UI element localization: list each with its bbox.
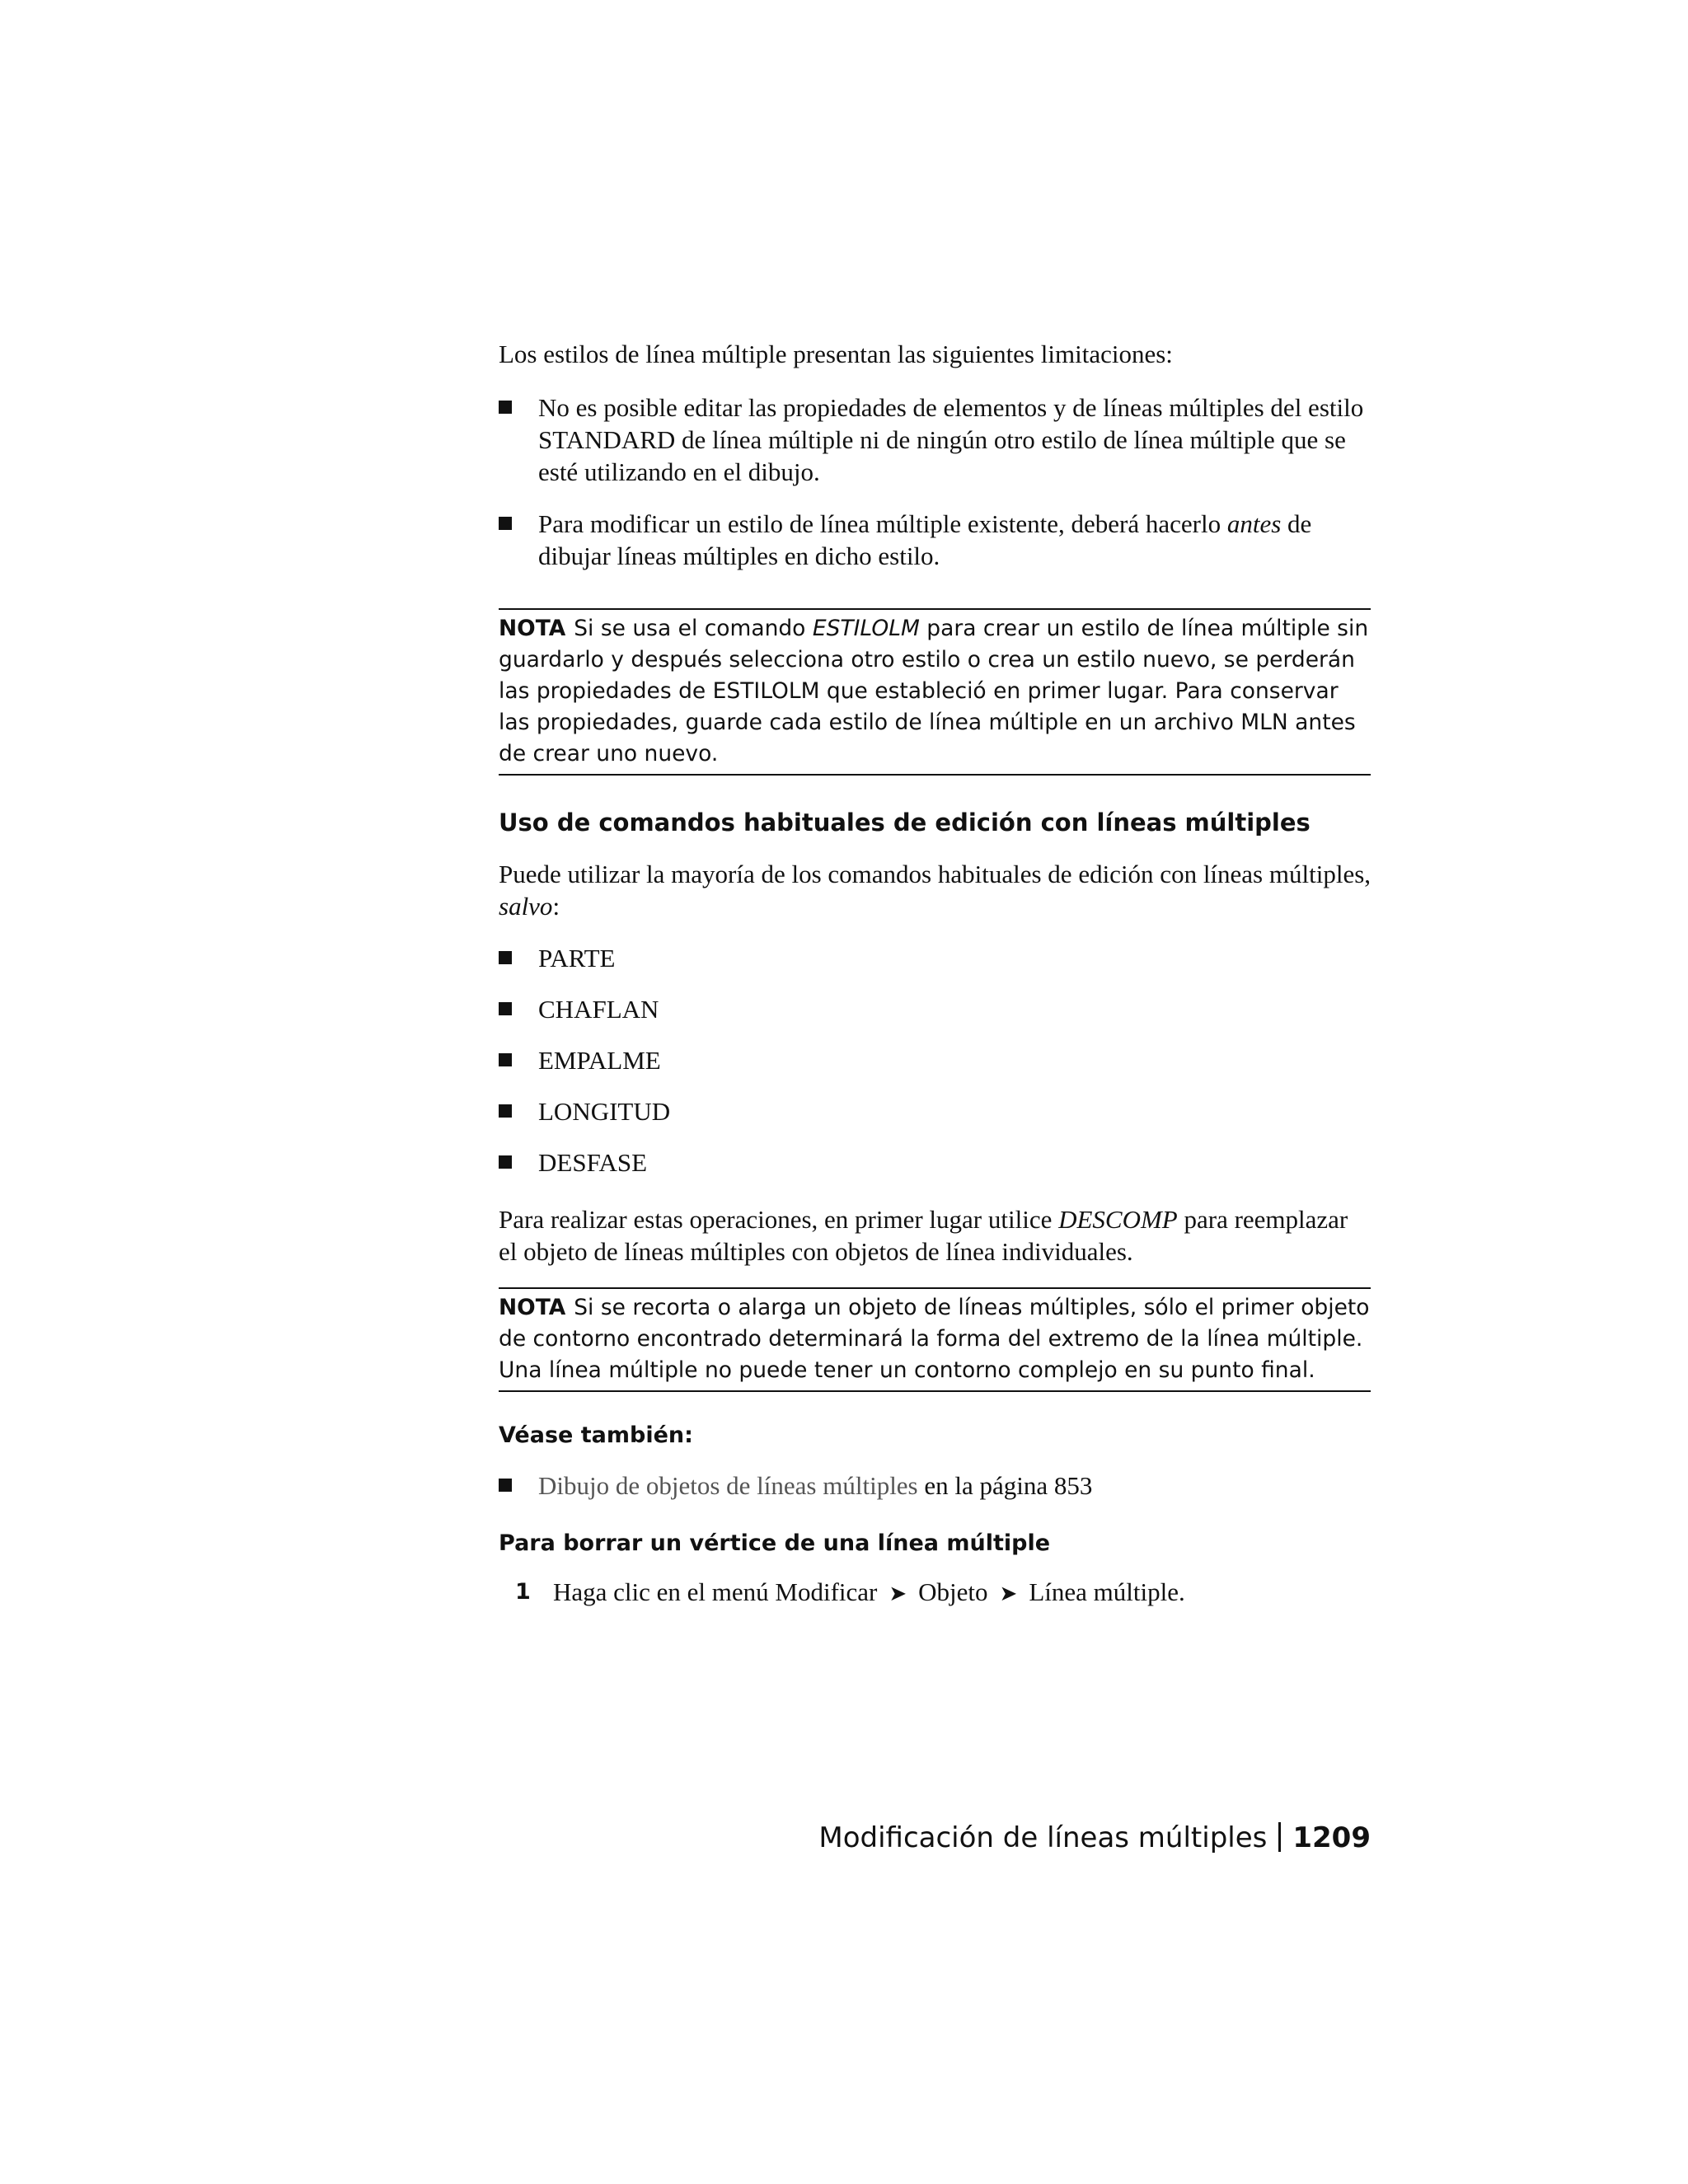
paragraph-text: Para realizar estas operaciones, en primer lugar utilice [499, 1205, 1059, 1234]
square-bullet-icon [499, 401, 512, 414]
see-also-suffix: en la página 853 [917, 1471, 1093, 1500]
list-item-text: de dibujar líneas múltiples en dicho estilo. [538, 509, 1312, 570]
menu-path-item: Línea múltiple. [1029, 1577, 1185, 1606]
square-bullet-icon [499, 1155, 512, 1169]
limitations-list [499, 391, 1371, 572]
page-number: 1209 [1292, 1821, 1371, 1854]
list-item [499, 942, 1371, 974]
list-item-text: No es posible editar las propiedades de elementos y de líneas múltiples del estilo STANDARD de línea múltiple ni de ningún otro estilo de línea múltiple que se esté utilizando en el dibujo. [538, 393, 1364, 486]
list-item-text: Para modificar un estilo de línea múltiple existente, deberá hacerlo [538, 509, 1227, 538]
list-item [499, 508, 1371, 572]
arrow-right-icon: ➤ [889, 1582, 907, 1605]
command-item: PARTE [538, 944, 616, 972]
note-label: NOTA [499, 1295, 566, 1320]
page-footer [818, 1820, 1371, 1856]
command-item: LONGITUD [538, 1097, 671, 1126]
emphasis-text: antes [1226, 509, 1282, 538]
note-box [499, 1287, 1371, 1392]
procedure-step [499, 1576, 1371, 1610]
square-bullet-icon [499, 951, 512, 964]
footer-divider [1278, 1822, 1281, 1852]
note-text: para crear un estilo de línea múltiple sin guardarlo y después selecciona otro estilo o crea un estilo nuevo, se perderán las propiedades de ESTILOLM que estableció en primer lugar. Para conservar las propiedades, guarde cada estilo de línea múltiple en un archivo MLN antes de crear uno nuevo. [499, 616, 1369, 766]
see-also-list [499, 1469, 1371, 1502]
list-item [499, 1469, 1371, 1502]
command-item: CHAFLAN [538, 995, 659, 1024]
square-bullet-icon [499, 1104, 512, 1118]
list-item [499, 1095, 1371, 1127]
command-item: DESFASE [538, 1148, 648, 1177]
see-also-link[interactable]: Dibujo de objetos de líneas múltiples [538, 1471, 918, 1500]
section-paragraph [499, 1203, 1371, 1268]
commands-list [499, 942, 1371, 1179]
list-item [499, 993, 1371, 1025]
menu-path-item: Objeto [918, 1577, 988, 1606]
note-text: Si se usa el comando [574, 616, 813, 641]
page-content [499, 338, 1371, 1610]
chapter-title: Modificación de líneas múltiples [818, 1821, 1268, 1854]
list-item [499, 1146, 1371, 1179]
list-item [499, 1044, 1371, 1076]
paragraph-text: Puede utilizar la mayoría de los comandos habituales de edición con líneas múltiples, [499, 860, 1372, 888]
note-box [499, 608, 1371, 776]
arrow-right-icon: ➤ [999, 1582, 1018, 1605]
paragraph-text: : [552, 892, 560, 921]
section-paragraph [499, 858, 1371, 922]
procedure-heading: Para borrar un vértice de una línea múltiple [499, 1530, 1051, 1556]
emphasis-text: salvo [499, 892, 553, 921]
section-heading: Uso de comandos habituales de edición con líneas múltiples [499, 808, 1311, 837]
square-bullet-icon [499, 1002, 512, 1015]
square-bullet-icon [499, 517, 512, 530]
square-bullet-icon [499, 1479, 512, 1492]
step-number: 1 [515, 1579, 531, 1605]
intro-paragraph: Los estilos de línea múltiple presentan las siguientes limitaciones: [499, 340, 1173, 368]
list-item [499, 391, 1371, 488]
command-name: ESTILOLM [812, 616, 920, 641]
square-bullet-icon [499, 1053, 512, 1066]
command-item: EMPALME [538, 1046, 661, 1075]
see-also-heading: Véase también: [499, 1422, 693, 1448]
step-text: Haga clic en el menú Modificar [553, 1577, 878, 1606]
paragraph-text: para reemplazar el objeto de líneas múltiples con objetos de línea individuales. [499, 1205, 1348, 1266]
note-label: NOTA [499, 616, 566, 641]
note-text: Si se recorta o alarga un objeto de líneas múltiples, sólo el primer objeto de contorno encontrado determinará la forma del extremo de la línea múltiple. Una línea múltiple no puede tener un contorno complejo en su punto final. [499, 1295, 1370, 1383]
command-name: DESCOMP [1058, 1205, 1178, 1234]
